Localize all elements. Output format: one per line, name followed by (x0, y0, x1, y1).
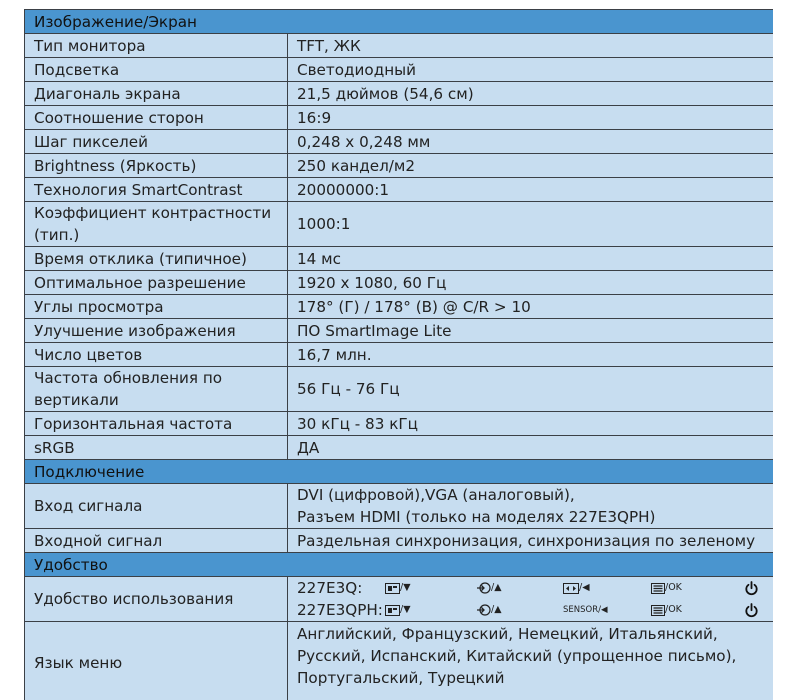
spec-row-smartcontrast (25, 178, 774, 202)
control-input-up (477, 599, 563, 621)
spec-label: Удобство использования (25, 577, 288, 622)
spec-value-line: Английский, Французский, Немецкий, Итальянский, (297, 625, 718, 643)
spec-value: 1000:1 (288, 202, 774, 247)
control-label: SENSOR/◀ (563, 605, 608, 615)
spec-row-viewing-angle (25, 295, 774, 319)
control-label: /▲ (491, 604, 502, 615)
spec-label: Тип монитора (25, 34, 288, 58)
spec-row-input-sync (25, 529, 774, 553)
control-label: /◀ (579, 582, 590, 593)
spec-value: 178° (Г) / 178° (В) @ C/R > 10 (288, 295, 774, 319)
spec-label: Brightness (Яркость) (25, 154, 288, 178)
control-menu-ok (651, 599, 741, 621)
spec-row-contrast-ratio (25, 202, 774, 247)
control-sensor-left (563, 599, 651, 621)
spec-label: Вход сигнала (25, 484, 288, 529)
spec-row-user-convenience (25, 577, 774, 622)
spec-row-osd-languages (25, 622, 774, 700)
spec-value: 14 мс (288, 247, 774, 271)
spec-label-line: вертикали (34, 391, 119, 409)
control-label: /▼ (400, 604, 411, 615)
spec-row-aspect-ratio (25, 106, 774, 130)
specification-table (24, 9, 773, 700)
input-icon (477, 604, 491, 616)
spec-value-line: Русский, Испанский, Китайский (упрощенное письмо), (297, 647, 737, 665)
spec-row-backlight (25, 58, 774, 82)
spec-label: Углы просмотра (25, 295, 288, 319)
spec-row-brightness (25, 154, 774, 178)
control-input-up (477, 577, 563, 599)
smartimage-icon (385, 583, 400, 594)
spec-label: sRGB (25, 436, 288, 460)
spec-label: Подсветка (25, 58, 288, 82)
control-format-left (563, 577, 651, 599)
control-smartimage-down (385, 577, 477, 599)
spec-label-line: Частота обновления по (34, 369, 223, 387)
control-label: /▲ (491, 582, 502, 593)
spec-value: 30 кГц - 83 кГц (288, 412, 774, 436)
model-name: 227E3Q: (297, 579, 363, 597)
spec-value: Светодиодный (288, 58, 774, 82)
spec-value: 0,248 x 0,248 мм (288, 130, 774, 154)
spec-value: ПО SmartImage Lite (288, 319, 774, 343)
spec-row-pixel-pitch (25, 130, 774, 154)
spec-row-srgb (25, 436, 774, 460)
power-icon (741, 581, 761, 596)
control-line-227e3qph (297, 599, 773, 621)
spec-value: 20000000:1 (288, 178, 774, 202)
spec-label: Время отклика (типичное) (25, 247, 288, 271)
spec-value: 16,7 млн. (288, 343, 774, 367)
spec-label: Шаг пикселей (25, 130, 288, 154)
control-menu-ok (651, 577, 741, 599)
section-title-convenience: Удобство (25, 553, 774, 577)
spec-value: Раздельная синхронизация, синхронизация по зеленому (288, 529, 774, 553)
section-title-display: Изображение/Экран (25, 10, 774, 34)
control-smartimage-down (385, 599, 477, 621)
spec-row-signal-input (25, 484, 774, 529)
spec-value: 21,5 дюймов (54,6 см) (288, 82, 774, 106)
spec-row-optimum-resolution (25, 271, 774, 295)
menu-icon (651, 583, 665, 594)
spec-label-line: Коэффициент контрастности (34, 204, 272, 222)
spec-value: TFT, ЖК (288, 34, 774, 58)
spec-label-line: (тип.) (34, 226, 80, 244)
spec-row-monitor-type (25, 34, 774, 58)
input-icon (477, 582, 491, 594)
spec-value (288, 622, 774, 700)
spec-row-picture-enhancement (25, 319, 774, 343)
spec-value (288, 484, 774, 529)
spec-row-display-colors (25, 343, 774, 367)
power-icon (741, 603, 761, 618)
spec-label: Входной сигнал (25, 529, 288, 553)
spec-value-line: Португальский, Турецкий (297, 669, 505, 687)
spec-label: Улучшение изображения (25, 319, 288, 343)
spec-label: Соотношение сторон (25, 106, 288, 130)
spec-value: 16:9 (288, 106, 774, 130)
section-convenience (25, 553, 774, 577)
format-icon (563, 583, 579, 594)
spec-value-line: DVI (цифровой),VGA (аналоговый), (297, 486, 575, 504)
spec-label (25, 367, 288, 412)
control-label: /OK (665, 604, 682, 615)
spec-label: Горизонтальная частота (25, 412, 288, 436)
specification-table-container (24, 9, 773, 700)
smartimage-icon (385, 605, 400, 616)
menu-icon (651, 605, 665, 616)
spec-value (288, 577, 774, 622)
model-name: 227E3QPH: (297, 601, 383, 619)
section-display (25, 10, 774, 34)
section-title-connectivity: Подключение (25, 460, 774, 484)
spec-label: Диагональ экрана (25, 82, 288, 106)
control-label: /OK (665, 582, 682, 593)
spec-value: 250 кандел/м2 (288, 154, 774, 178)
control-label: /▼ (400, 582, 411, 593)
spec-row-horizontal-frequency (25, 412, 774, 436)
spec-label: Технология SmartContrast (25, 178, 288, 202)
spec-label: Язык меню (25, 622, 288, 700)
spec-label (25, 202, 288, 247)
spec-label: Число цветов (25, 343, 288, 367)
spec-label: Оптимальное разрешение (25, 271, 288, 295)
spec-row-panel-size (25, 82, 774, 106)
spec-row-vertical-refresh (25, 367, 774, 412)
spec-value: 56 Гц - 76 Гц (288, 367, 774, 412)
spec-value-line: Разъем HDMI (только на моделях 227E3QPH) (297, 508, 656, 526)
spec-value: 1920 x 1080, 60 Гц (288, 271, 774, 295)
section-connectivity (25, 460, 774, 484)
spec-value: ДА (288, 436, 774, 460)
control-line-227e3q (297, 577, 773, 599)
spec-row-response-time (25, 247, 774, 271)
